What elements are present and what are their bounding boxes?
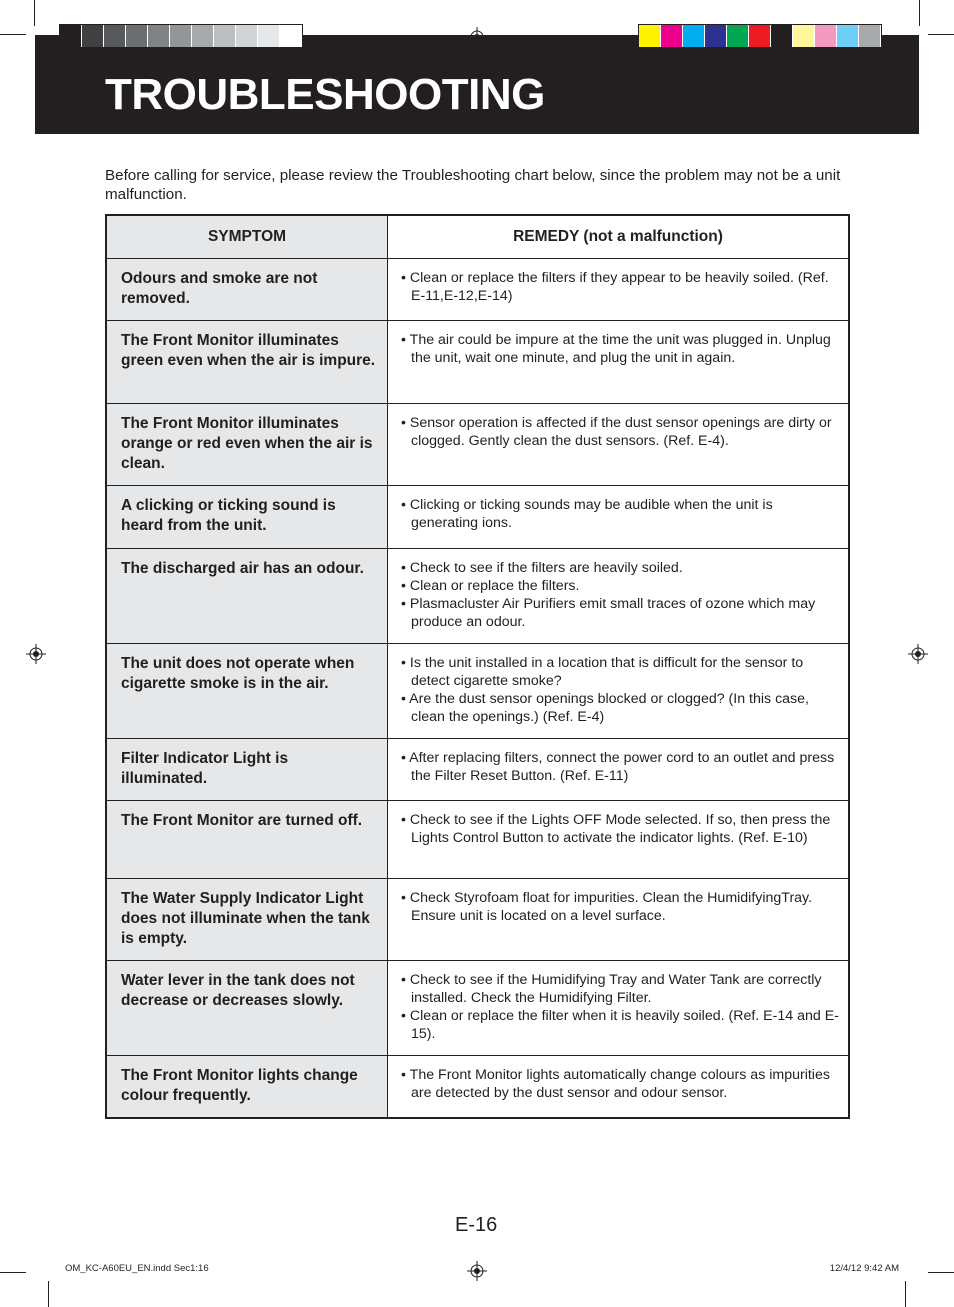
symptom-cell: The Front Monitor are turned off. <box>106 801 388 879</box>
symptom-cell: The Front Monitor illuminates orange or red even when the air is clean. <box>106 404 388 486</box>
remedy-item: • Check to see if the Lights OFF Mode selected. If so, then press the Lights Control Button to activate the indicator lights. (Ref. E-10) <box>401 812 831 846</box>
remedy-item: • Clean or replace the filters if they appear to be heavily soiled. (Ref. E-11,E-12,E-14) <box>401 270 829 304</box>
color-swatch <box>60 25 82 47</box>
remedy-cell <box>388 644 850 739</box>
color-swatch <box>148 25 170 47</box>
remedy-item: • Check to see if the filters are heavily soiled. <box>401 560 683 576</box>
table-row <box>106 961 849 1056</box>
symptom-cell: Odours and smoke are not removed. <box>106 259 388 321</box>
remedy-cell <box>388 739 850 801</box>
symptom-cell: The Front Monitor illuminates green even when the air is impure. <box>106 321 388 404</box>
color-swatch <box>170 25 192 47</box>
crop-mark <box>48 1281 49 1307</box>
table-row <box>106 549 849 644</box>
color-swatch <box>104 25 126 47</box>
color-swatch <box>683 25 705 47</box>
intro-paragraph: Before calling for service, please review the Troubleshooting chart below, since the problem may not be a unit malfunction. <box>105 167 841 203</box>
color-swatch <box>82 25 104 47</box>
table-row <box>106 486 849 549</box>
crop-mark <box>0 34 26 35</box>
symptom-cell: The discharged air has an odour. <box>106 549 388 644</box>
crop-mark <box>34 0 35 26</box>
remedy-item: • Clean or replace the filters. <box>401 578 580 594</box>
color-swatch <box>771 25 793 47</box>
symptom-cell: A clicking or ticking sound is heard from the unit. <box>106 486 388 549</box>
color-swatch <box>126 25 148 47</box>
remedy-item: • The Front Monitor lights automatically change colours as impurities are detected by the dust sensor and odour sensor. <box>401 1067 830 1101</box>
table-body <box>106 259 849 1118</box>
symptom-cell: The Water Supply Indicator Light does not illuminate when the tank is empty. <box>106 879 388 961</box>
remedy-cell <box>388 879 850 961</box>
remedy-list <box>401 1066 840 1102</box>
symptom-cell: Water lever in the tank does not decrease or decreases slowly. <box>106 961 388 1056</box>
color-swatch <box>837 25 859 47</box>
color-swatch <box>192 25 214 47</box>
remedy-cell <box>388 321 850 404</box>
registration-mark-icon <box>26 644 46 664</box>
table-header-row <box>106 215 849 259</box>
registration-mark-icon <box>467 1261 487 1281</box>
table-row <box>106 739 849 801</box>
remedy-list <box>401 889 840 925</box>
color-calibration-strip <box>638 24 882 48</box>
color-swatch <box>258 25 280 47</box>
table-row <box>106 404 849 486</box>
remedy-cell <box>388 961 850 1056</box>
remedy-list <box>401 559 840 631</box>
remedy-item: • Sensor operation is affected if the dust sensor openings are dirty or clogged. Gently clean the dust sensors. (Ref. E-4). <box>401 415 832 449</box>
color-swatch <box>661 25 683 47</box>
remedy-item: • Clicking or ticking sounds may be audible when the unit is generating ions. <box>401 497 773 531</box>
remedy-item: • After replacing filters, connect the power cord to an outlet and press the Filter Reset Button. (Ref. E-11) <box>401 750 835 784</box>
table-row <box>106 259 849 321</box>
color-swatch <box>705 25 727 47</box>
remedy-cell <box>388 1056 850 1118</box>
remedy-list <box>401 496 840 532</box>
symptom-cell: The unit does not operate when cigarette smoke is in the air. <box>106 644 388 739</box>
remedy-item: • Is the unit installed in a location that is difficult for the sensor to detect cigarette smoke? <box>401 655 804 689</box>
remedy-item: • Plasmacluster Air Purifiers emit small traces of ozone which may produce an odour. <box>401 596 816 630</box>
crop-mark <box>919 0 920 26</box>
page-title: TROUBLESHOOTING <box>105 70 545 119</box>
remedy-list <box>401 971 840 1043</box>
table-row <box>106 644 849 739</box>
color-swatch <box>639 25 661 47</box>
crop-mark <box>0 1272 26 1273</box>
remedy-item: • The air could be impure at the time the unit was plugged in. Unplug the unit, wait one minute, and plug the unit in again. <box>401 332 831 366</box>
color-swatch <box>815 25 837 47</box>
remedy-cell <box>388 486 850 549</box>
remedy-list <box>401 331 840 367</box>
color-swatch <box>859 25 881 47</box>
remedy-cell <box>388 801 850 879</box>
remedy-item: • Check to see if the Humidifying Tray and Water Tank are correctly installed. Check the Humidifying Filter. <box>401 972 822 1006</box>
remedy-cell <box>388 259 850 321</box>
remedy-list <box>401 749 840 785</box>
remedy-list <box>401 811 840 847</box>
color-swatch <box>236 25 258 47</box>
remedy-list <box>401 269 840 305</box>
color-swatch <box>793 25 815 47</box>
symptom-column-header: SYMPTOM <box>106 215 388 259</box>
footer-date-info: 12/4/12 9:42 AM <box>829 1263 899 1274</box>
remedy-list <box>401 654 840 726</box>
gray-calibration-strip <box>59 24 303 48</box>
remedy-cell <box>388 549 850 644</box>
crop-mark <box>928 34 954 35</box>
table-row <box>106 1056 849 1118</box>
table-row <box>106 801 849 879</box>
symptom-cell: Filter Indicator Light is illuminated. <box>106 739 388 801</box>
remedy-item: • Clean or replace the filter when it is heavily soiled. (Ref. E-14 and E-15). <box>401 1008 839 1042</box>
color-swatch <box>749 25 771 47</box>
color-swatch <box>280 25 302 47</box>
table-row <box>106 879 849 961</box>
remedy-item: • Check Styrofoam float for impurities. Clean the HumidifyingTray. Ensure unit is located on a level surface. <box>401 890 813 924</box>
remedy-cell <box>388 404 850 486</box>
remedy-list <box>401 414 840 450</box>
remedy-column-header: REMEDY (not a malfunction) <box>388 215 850 259</box>
crop-mark <box>928 1272 954 1273</box>
color-swatch <box>214 25 236 47</box>
color-swatch <box>727 25 749 47</box>
footer-file-info: OM_KC-A60EU_EN.indd Sec1:16 <box>65 1263 209 1274</box>
page-number: E-16 <box>455 1214 498 1236</box>
crop-mark <box>905 1281 906 1307</box>
troubleshooting-table <box>105 214 850 1119</box>
table-row <box>106 321 849 404</box>
registration-mark-icon <box>908 644 928 664</box>
symptom-cell: The Front Monitor lights change colour frequently. <box>106 1056 388 1118</box>
remedy-item: • Are the dust sensor openings blocked or clogged? (In this case, clean the openings.) (Ref. E-4) <box>401 691 809 725</box>
